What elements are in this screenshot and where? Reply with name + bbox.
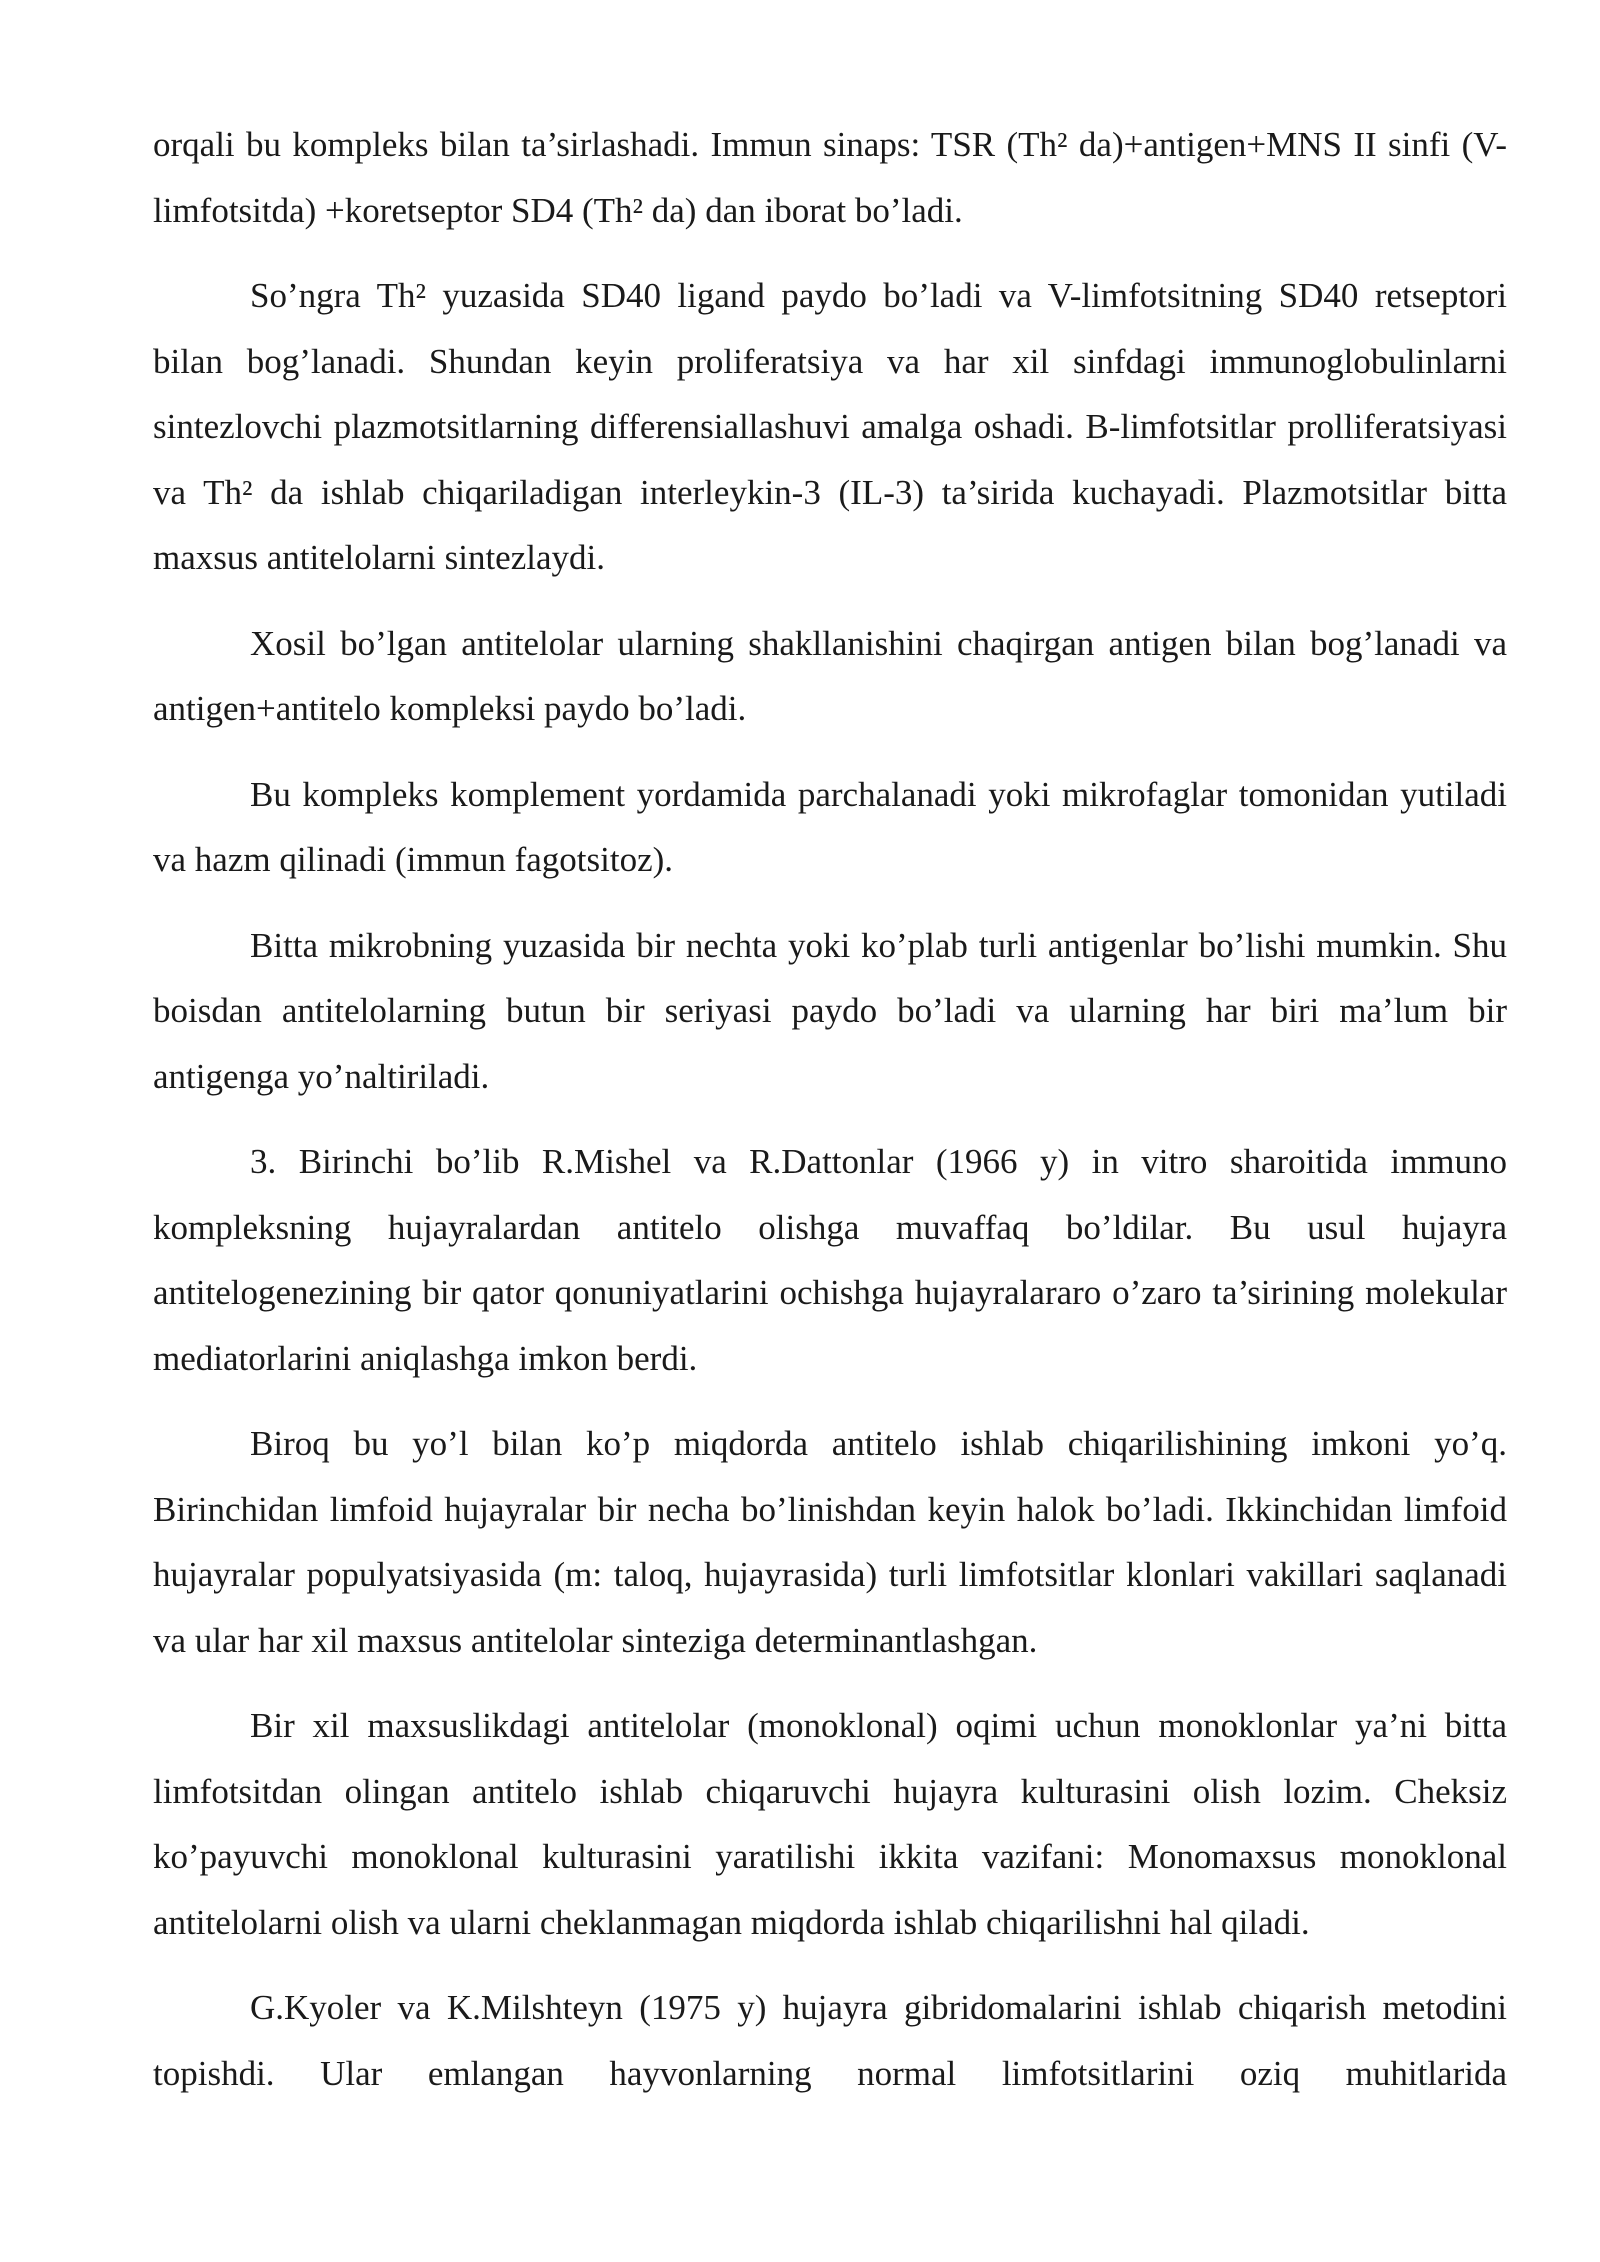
paragraph-1: orqali bu kompleks bilan ta’sirlashadi. Immun sinaps: TSR (Th² da)+antigen+MNS II sinfi (V- limfotsitda) +koretseptor SD4 (Th² da) dan iborat bo’ladi. xyxy=(153,125,1507,230)
paragraph-2: So’ngra Th² yuzasida SD40 ligand paydo bo’ladi va V-limfotsitning SD40 retseptori bilan bog’lanadi. Shundan keyin proliferatsiya va har xil sinfdagi immunoglobulinlarni sintezlovchi plazmotsitlarning differensiallashuvi amalga oshadi. B-limfotsitlar prolliferatsiyasi va Th² da ishlab chiqariladigan interleykin-3 (IL-3) ta’sirida kuchayadi. Plazmotsitlar bitta maxsus antitelolarni sintezlaydi. xyxy=(153,276,1507,577)
paragraph-6: 3. Birinchi bo’lib R.Mishel va R.Dattonlar (1966 y) in vitro sharoitida immuno kompleksning hujayralardan antitelo olishga muvaffaq bo’ldilar. Bu usul hujayra antitelogenezining bir qator qonuniyatlarini ochishga hujayralararo o’zaro ta’sirining molekular mediatorlarini aniqlashga imkon berdi. xyxy=(153,1142,1507,1378)
paragraph-7: Biroq bu yo’l bilan ko’p miqdorda antitelo ishlab chiqarilishining imkoni yo’q. Birinchidan limfoid hujayralar bir necha bo’linishdan keyin halok bo’ladi. Ikkinchidan limfoid hujayralar populyatsiyasida (m: taloq, hujayrasida) turli limfotsitlar klonlari vakillari saqlanadi va ular har xil maxsus antitelolar sinteziga determinantlashgan. xyxy=(153,1424,1507,1660)
document-page xyxy=(153,112,1507,2106)
paragraph-9: G.Kyoler va K.Milshteyn (1975 y) hujayra gibridomalarini ishlab chiqarish metodini topishdi. Ular emlangan hayvonlarning normal limfotsitlarini oziq muhitlarida xyxy=(153,1988,1507,2093)
paragraph-3: Xosil bo’lgan antitelolar ularning shakllanishini chaqirgan antigen bilan bog’lanadi va antigen+antitelo kompleksi paydo bo’ladi. xyxy=(153,623,1507,728)
paragraph-8: Bir xil maxsuslikdagi antitelolar (monoklonal) oqimi uchun monoklonlar ya’ni bitta limfotsitdan olingan antitelo ishlab chiqaruvchi hujayra kulturasini olish lozim. Cheksiz ko’payuvchi monoklonal kulturasini yaratilishi ikkita vazifani: Monomaxsus monoklonal antitelolarni olish va ularni cheklanmagan miqdorda ishlab chiqarilishni hal qiladi. xyxy=(153,1706,1507,1942)
paragraph-5: Bitta mikrobning yuzasida bir nechta yoki ko’plab turli antigenlar bo’lishi mumkin. Shu boisdan antitelolarning butun bir seriyasi paydo bo’ladi va ularning har biri ma’lum bir antigenga yo’naltiriladi. xyxy=(153,925,1507,1096)
paragraph-4: Bu kompleks komplement yordamida parchalanadi yoki mikrofaglar tomonidan yutiladi va hazm qilinadi (immun fagotsitoz). xyxy=(153,774,1507,879)
